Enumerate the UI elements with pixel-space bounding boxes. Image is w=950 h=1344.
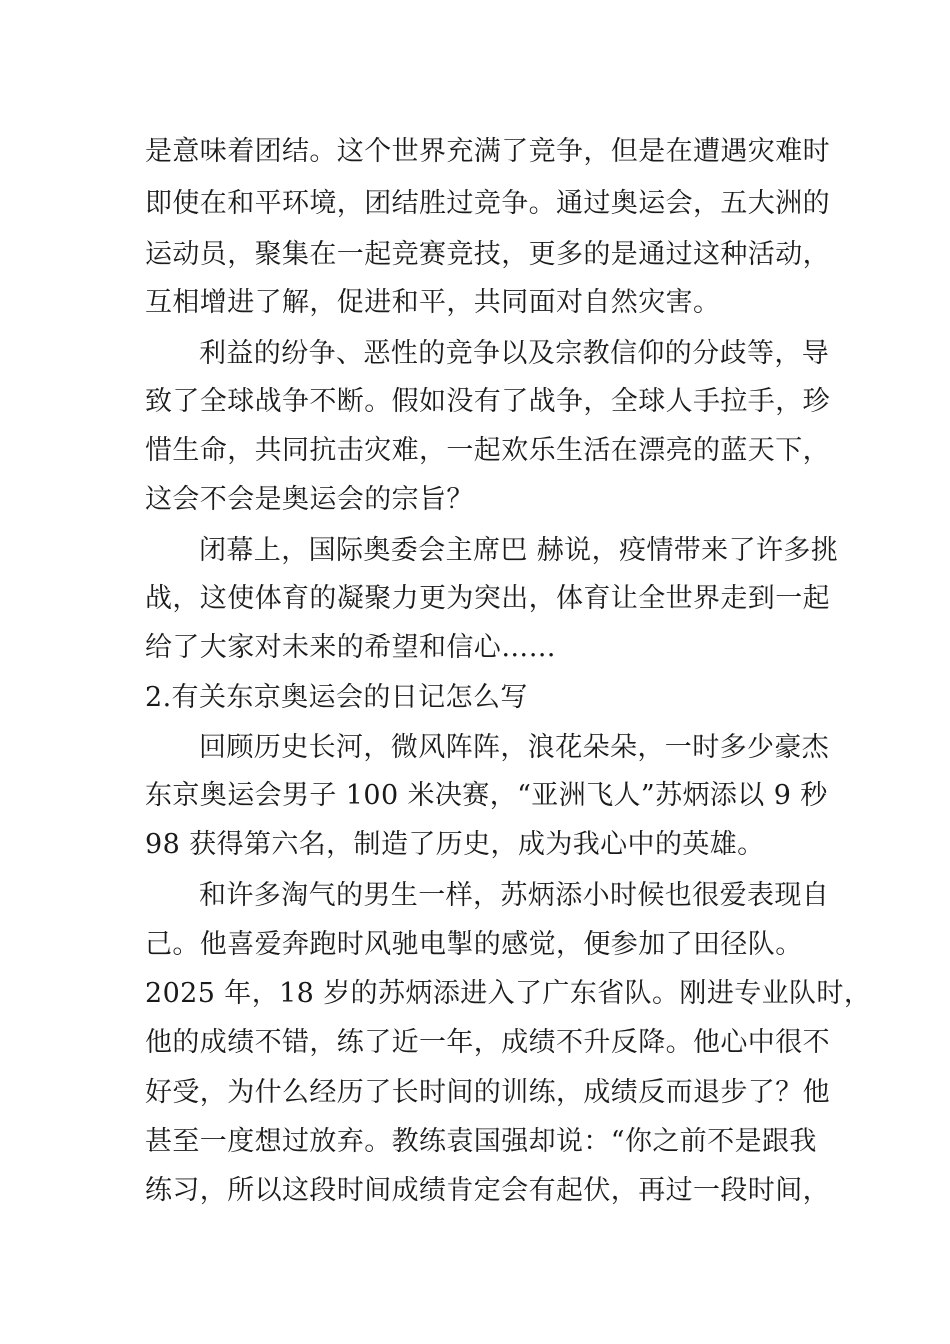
paragraph-first-line: 回顾历史长河，微风阵阵，浪花朵朵，一时多少豪杰	[199, 732, 830, 763]
text-line: 好受，为什么经历了长时间的训练，成绩反而退步了？他	[145, 1077, 830, 1108]
paragraph-first-line: 和许多淘气的男生一样，苏炳添小时候也很爱表现自	[199, 880, 830, 911]
text-line: 甚至一度想过放弃。教练袁国强却说：“你之前不是跟我	[145, 1126, 817, 1157]
paragraph-first-line: 闭幕上，国际奥委会主席巴 赫说，疫情带来了许多挑	[199, 535, 839, 566]
paragraph-first-line: 利益的纷争、恶性的竞争以及宗教信仰的分歧等，导	[199, 338, 830, 369]
text-line: 运动员，聚集在一起竞赛竞技，更多的是通过这种活动，	[145, 239, 830, 270]
text-line: 98 获得第六名，制造了历史，成为我心中的英雄。	[145, 829, 765, 860]
text-line: 互相增进了解，促进和平，共同面对自然灾害。	[145, 287, 721, 318]
section-heading: 2.有关东京奥运会的日记怎么写	[145, 682, 528, 713]
text-line: 东京奥运会男子 100 米决赛，“亚洲飞人”苏炳添以 9 秒	[145, 780, 828, 811]
text-line: 2025 年，18 岁的苏炳添进入了广东省队。刚进专业队时，	[145, 978, 872, 1009]
text-line: 致了全球战争不断。假如没有了战争，全球人手拉手，珍	[145, 386, 830, 417]
text-line: 这会不会是奥运会的宗旨？	[145, 484, 474, 515]
text-line: 己。他喜爱奔跑时风驰电掣的感觉，便参加了田径队。	[145, 929, 803, 960]
text-line: 是意味着团结。这个世界充满了竞争，但是在遭遇灾难时	[145, 136, 830, 167]
text-line: 战，这使体育的凝聚力更为突出，体育让全世界走到一起	[145, 583, 830, 614]
text-line: 他的成绩不错，练了近一年，成绩不升反降。他心中很不	[145, 1027, 830, 1058]
text-line: 即使在和平环境，团结胜过竞争。通过奥运会，五大洲的	[145, 188, 830, 219]
text-line: 惜生命，共同抗击灾难，一起欢乐生活在漂亮的蓝天下，	[145, 435, 830, 466]
text-line: 练习，所以这段时间成绩肯定会有起伏，再过一段时间，	[145, 1175, 830, 1206]
text-line: 给了大家对未来的希望和信心……	[145, 632, 556, 663]
